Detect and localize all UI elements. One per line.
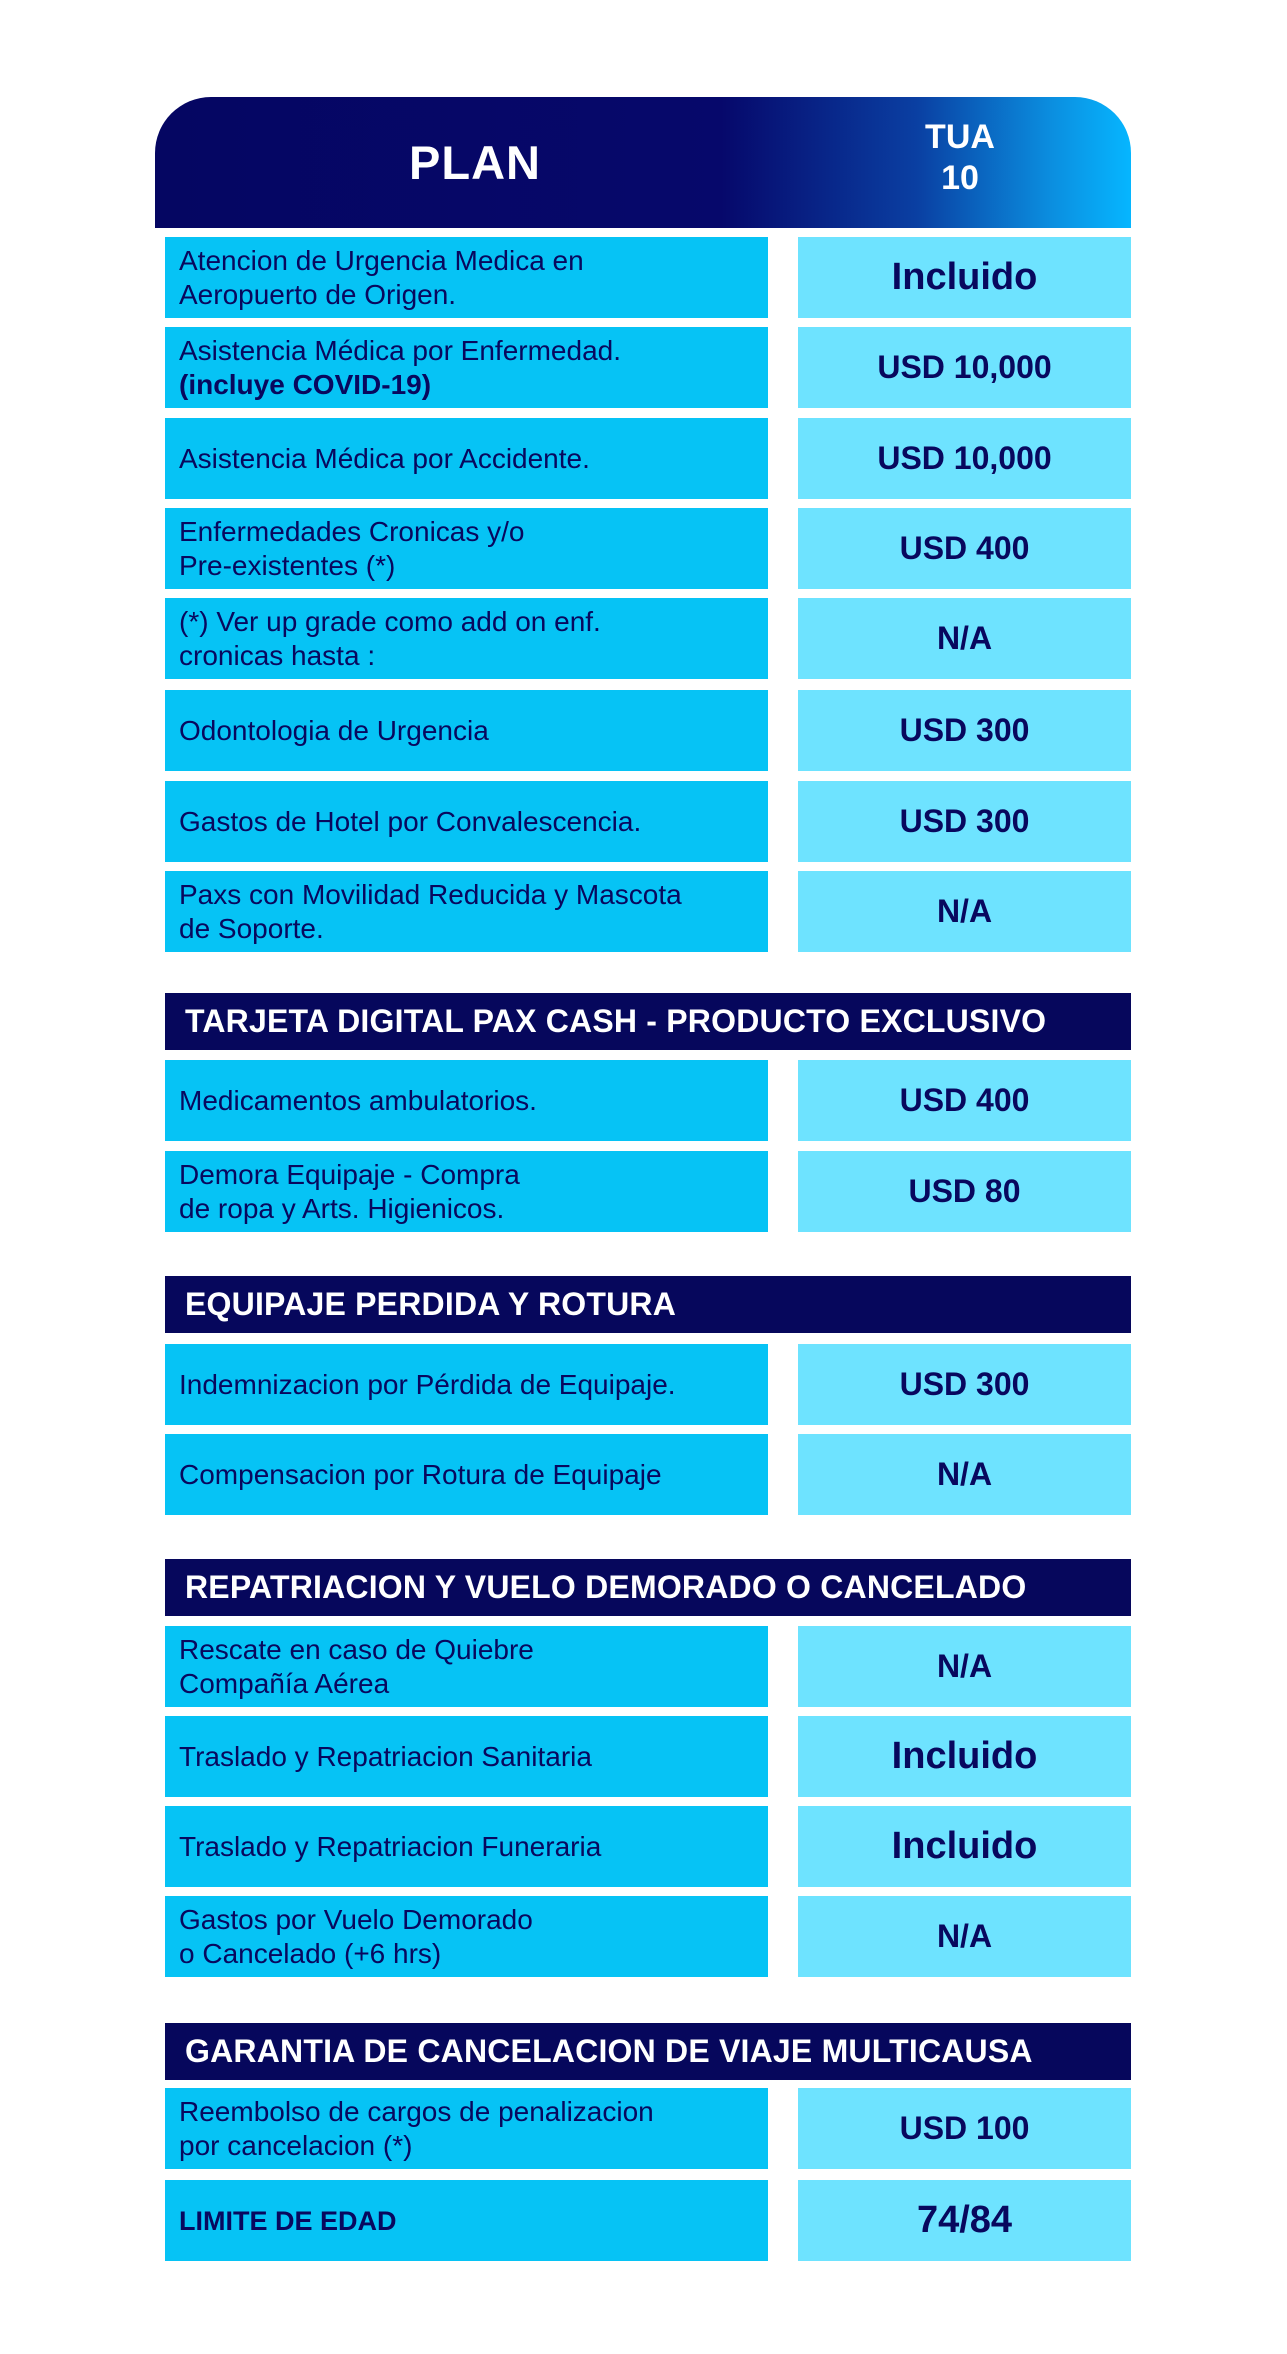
benefit-label-line: Odontologia de Urgencia xyxy=(179,714,489,746)
section-header-repatriacion: REPATRIACION Y VUELO DEMORADO O CANCELADO xyxy=(165,1559,1131,1616)
plan-column-name: TUA xyxy=(925,118,995,156)
benefit-label-line: por cancelacion (*) xyxy=(179,2129,413,2161)
benefit-label-line: Medicamentos ambulatorios. xyxy=(179,1084,537,1116)
benefit-row-medicamentos xyxy=(165,1060,1131,1141)
benefit-value: USD 80 xyxy=(798,1151,1131,1232)
benefit-label xyxy=(165,1151,768,1232)
benefit-row-asistencia-accidente xyxy=(165,418,1131,499)
benefit-label xyxy=(165,1626,768,1707)
benefit-row-repatriacion-funeraria xyxy=(165,1806,1131,1887)
benefit-value: USD 400 xyxy=(798,1060,1131,1141)
benefit-label xyxy=(165,1434,768,1515)
benefit-value: Incluido xyxy=(798,1716,1131,1797)
benefit-label-line: Rescate en caso de Quiebre xyxy=(179,1633,534,1665)
benefit-row-urgencia-aeropuerto xyxy=(165,237,1131,318)
benefit-label xyxy=(165,327,768,408)
benefit-label-line: Enfermedades Cronicas y/o xyxy=(179,515,525,547)
benefit-label-line: Paxs con Movilidad Reducida y Mascota xyxy=(179,878,682,910)
benefit-value: N/A xyxy=(798,1434,1131,1515)
plan-header-label: PLAN xyxy=(409,136,541,189)
benefit-value: Incluido xyxy=(798,237,1131,318)
benefit-label xyxy=(165,690,768,771)
benefit-label-line: Aeropuerto de Origen. xyxy=(179,278,457,310)
benefit-value: USD 10,000 xyxy=(798,418,1131,499)
benefit-label xyxy=(165,1060,768,1141)
benefit-label xyxy=(165,237,768,318)
benefit-row-vuelo-demorado xyxy=(165,1896,1131,1977)
section-header-equipaje: EQUIPAJE PERDIDA Y ROTURA xyxy=(165,1276,1131,1333)
benefit-label-line: LIMITE DE EDAD xyxy=(179,2205,397,2236)
benefit-label-line: Traslado y Repatriacion Funeraria xyxy=(179,1830,602,1862)
benefit-row-asistencia-enfermedad xyxy=(165,327,1131,408)
benefit-value: USD 100 xyxy=(798,2088,1131,2169)
benefit-label xyxy=(165,1896,768,1977)
benefit-label xyxy=(165,871,768,952)
benefit-label-line: Asistencia Médica por Accidente. xyxy=(179,442,590,474)
benefit-label-line: Atencion de Urgencia Medica en xyxy=(179,244,584,276)
benefit-label-line: Compañía Aérea xyxy=(179,1667,390,1699)
benefit-label xyxy=(165,1806,768,1887)
benefit-value: USD 400 xyxy=(798,508,1131,589)
table-header xyxy=(155,97,1131,228)
benefit-value: USD 300 xyxy=(798,781,1131,862)
benefit-value: N/A xyxy=(798,598,1131,679)
benefit-label-line: o Cancelado (+6 hrs) xyxy=(179,1937,442,1969)
benefit-label xyxy=(165,418,768,499)
benefit-value: N/A xyxy=(798,1896,1131,1977)
benefit-value: USD 300 xyxy=(798,690,1131,771)
benefit-label xyxy=(165,781,768,862)
section-header-pax-cash: TARJETA DIGITAL PAX CASH - PRODUCTO EXCLUSIVO xyxy=(165,993,1131,1050)
plan-column-number: 10 xyxy=(941,159,979,197)
benefit-label-line: de Soporte. xyxy=(179,912,324,944)
benefit-row-rotura-equipaje xyxy=(165,1434,1131,1515)
benefit-label-line: Gastos de Hotel por Convalescencia. xyxy=(179,805,642,837)
benefit-label xyxy=(165,2180,768,2261)
plan-column-header xyxy=(795,117,1125,199)
benefit-row-perdida-equipaje xyxy=(165,1344,1131,1425)
benefit-row-enfermedades-cronicas xyxy=(165,508,1131,589)
benefit-row-reembolso-penalizacion xyxy=(165,2088,1131,2169)
benefit-row-movilidad-reducida xyxy=(165,871,1131,952)
benefit-value: N/A xyxy=(798,871,1131,952)
benefit-label-line: (incluye COVID-19) xyxy=(179,368,432,400)
benefit-label xyxy=(165,508,768,589)
benefit-row-repatriacion-sanitaria xyxy=(165,1716,1131,1797)
benefit-value: Incluido xyxy=(798,1806,1131,1887)
benefit-label-line: Indemnizacion por Pérdida de Equipaje. xyxy=(179,1368,676,1400)
benefit-label-line: Reembolso de cargos de penalizacion xyxy=(179,2095,654,2127)
benefit-row-demora-equipaje xyxy=(165,1151,1131,1232)
benefit-row-upgrade-cronicas xyxy=(165,598,1131,679)
benefit-label-line: cronicas hasta : xyxy=(179,639,376,671)
section-header-garantia-cancelacion: GARANTIA DE CANCELACION DE VIAJE MULTICAUSA xyxy=(165,2023,1131,2080)
benefit-label xyxy=(165,1716,768,1797)
benefit-label xyxy=(165,2088,768,2169)
benefit-row-quiebre-aerea xyxy=(165,1626,1131,1707)
benefit-row-gastos-hotel xyxy=(165,781,1131,862)
benefit-label xyxy=(165,1344,768,1425)
benefit-value: USD 300 xyxy=(798,1344,1131,1425)
benefit-label-line: Gastos por Vuelo Demorado xyxy=(179,1903,533,1935)
benefit-label-line: Compensacion por Rotura de Equipaje xyxy=(179,1458,662,1490)
benefit-label-line: (*) Ver up grade como add on enf. xyxy=(179,605,601,637)
benefit-label-line: Traslado y Repatriacion Sanitaria xyxy=(179,1740,592,1772)
benefit-value: N/A xyxy=(798,1626,1131,1707)
benefit-row-limite-edad xyxy=(165,2180,1131,2261)
benefit-label xyxy=(165,598,768,679)
benefit-label-line: Pre-existentes (*) xyxy=(179,549,396,581)
benefit-row-odontologia xyxy=(165,690,1131,771)
benefit-value: 74/84 xyxy=(798,2180,1131,2261)
benefit-value: USD 10,000 xyxy=(798,327,1131,408)
benefit-label-line: Asistencia Médica por Enfermedad. xyxy=(179,334,621,366)
benefit-label-line: Demora Equipaje - Compra xyxy=(179,1158,520,1190)
benefit-label-line: de ropa y Arts. Higienicos. xyxy=(179,1192,505,1224)
